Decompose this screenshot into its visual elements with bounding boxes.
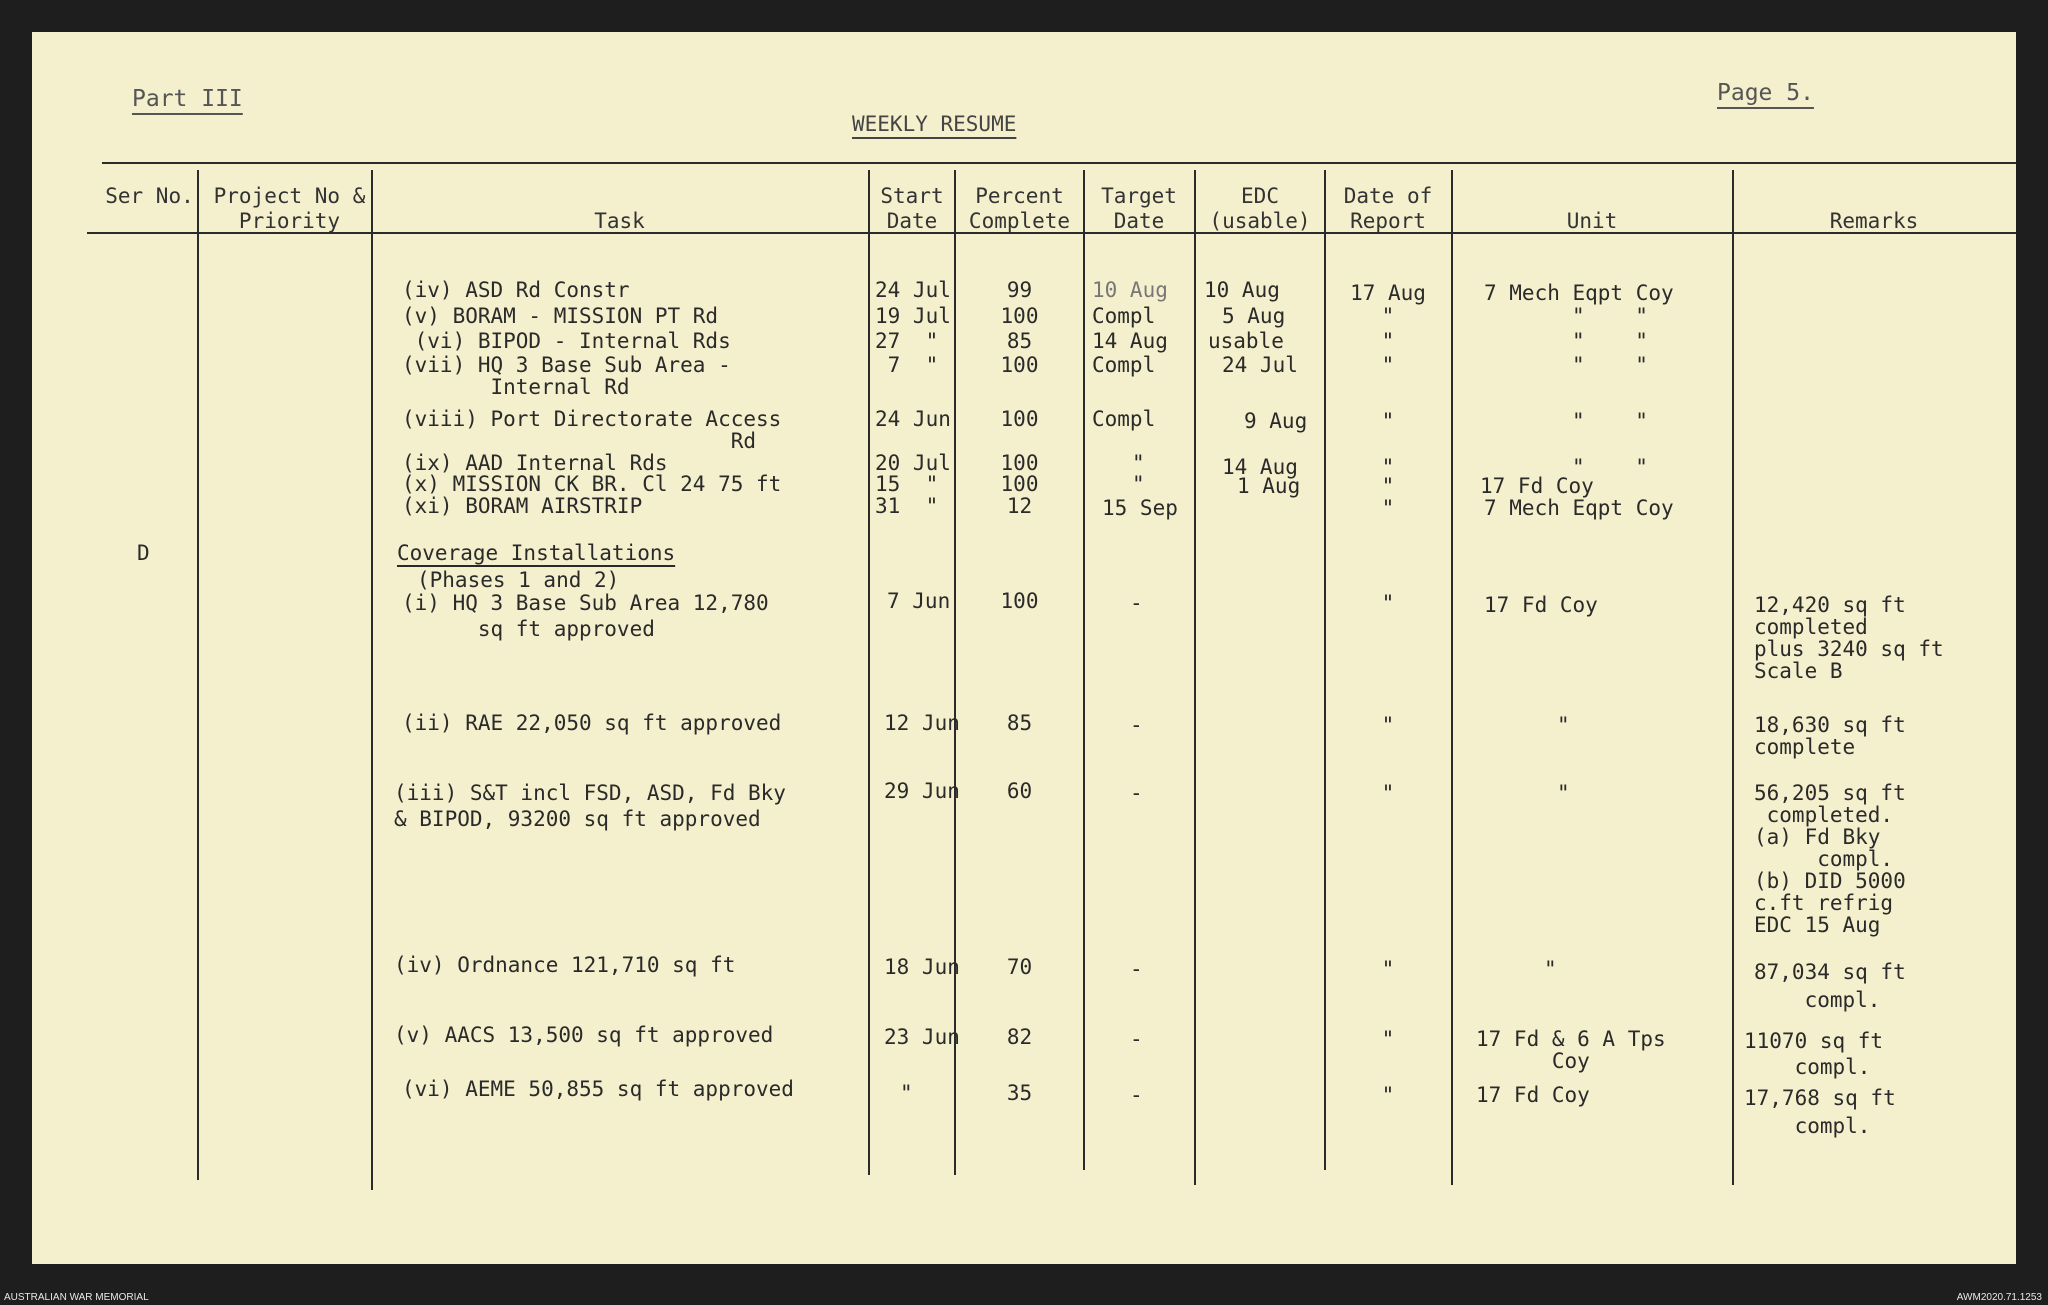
remarks-cell: 17,768 sq ft compl. (1744, 1086, 1896, 1138)
col-header-ser-no: Ser No. (105, 184, 194, 208)
footer-accession-number: AWM2020.71.1253 (1956, 1292, 2042, 1303)
col-header-date-of-report: Date of Report (1343, 184, 1433, 233)
edc-cell: usable (1208, 329, 1284, 353)
start-date-cell: " (900, 1081, 913, 1105)
report-date-cell: " (1381, 474, 1395, 498)
page-number: Page 5. (1717, 80, 1814, 106)
task-cell: (v) AACS 13,500 sq ft approved (394, 1023, 774, 1047)
part-label: Part III (132, 86, 243, 112)
section-ser-no: D (137, 541, 150, 565)
target-date-cell: - (1130, 1083, 1143, 1107)
start-date-cell: 20 Jul (875, 451, 951, 475)
col-header-edc: EDC (usable) (1209, 184, 1311, 233)
document-page (32, 32, 2016, 1264)
report-date-cell: " (1381, 713, 1395, 737)
start-date-cell: 12 Jun (884, 711, 960, 735)
column-divider (371, 170, 373, 1190)
remarks-cell: 18,630 sq ft complete (1754, 713, 1906, 759)
col-header-target-date: Target Date (1101, 184, 1177, 233)
column-divider (1451, 170, 1453, 1185)
start-date-cell: 7 Jun (887, 589, 951, 613)
section-subheading: (Phases 1 and 2) (417, 568, 620, 592)
report-date-cell: " (1381, 957, 1395, 981)
percent-cell: 100 (1000, 472, 1039, 496)
task-cell: (iii) S&T incl FSD, ASD, Fd Bky & BIPOD, 93200 sq ft approved (394, 781, 786, 831)
task-cell: (vi) AEME 50,855 sq ft approved (402, 1077, 794, 1101)
remarks-cell: 11070 sq ft compl. (1744, 1029, 1884, 1079)
edc-cell: 10 Aug (1204, 278, 1280, 302)
percent-cell: 100 (1000, 451, 1039, 475)
section-heading: Coverage Installations (397, 541, 676, 565)
unit-cell: " " (1572, 455, 1648, 479)
unit-cell: 17 Fd Coy (1476, 1083, 1590, 1107)
task-cell: (xi) BORAM AIRSTRIP (402, 494, 643, 518)
target-date-cell: Compl (1092, 407, 1156, 431)
col-header-percent-complete: Percent Complete (968, 184, 1071, 233)
percent-cell: 100 (1000, 353, 1039, 377)
task-cell: (iv) Ordnance 121,710 sq ft (394, 953, 736, 977)
column-divider (868, 170, 870, 1175)
target-date-cell: 10 Aug (1092, 278, 1168, 302)
table-top-rule (102, 162, 2016, 164)
target-date-cell: 14 Aug (1092, 329, 1168, 353)
start-date-cell: 31 " (875, 494, 939, 518)
target-date-cell: - (1130, 957, 1143, 981)
target-date-cell: - (1130, 713, 1143, 737)
unit-cell: 7 Mech Eqpt Coy (1484, 496, 1674, 520)
percent-cell: 35 (1006, 1081, 1033, 1105)
unit-cell: 17 Fd Coy (1480, 474, 1594, 498)
percent-cell: 12 (1006, 494, 1033, 518)
unit-cell: " " (1572, 304, 1648, 328)
percent-cell: 82 (1006, 1025, 1033, 1049)
percent-cell: 99 (1006, 278, 1033, 302)
edc-cell: 5 Aug (1222, 304, 1286, 328)
col-header-remarks: Remarks (1829, 209, 1919, 233)
start-date-cell: 7 " (875, 353, 939, 377)
report-date-cell: " (1381, 1027, 1395, 1051)
remarks-cell: 56,205 sq ft completed. (a) Fd Bky compl. (b) DID 5000 c.ft refrig EDC 15 Aug (1754, 781, 1906, 937)
percent-cell: 100 (1000, 304, 1039, 328)
percent-cell: 100 (1000, 589, 1039, 613)
unit-cell: 17 Fd & 6 A Tps Coy (1476, 1027, 1666, 1073)
start-date-cell: 27 " (875, 329, 939, 353)
edc-cell: 24 Jul (1222, 353, 1298, 377)
task-cell: (ix) AAD Internal Rds (402, 451, 668, 475)
edc-cell: 1 Aug (1237, 474, 1301, 498)
unit-cell: 17 Fd Coy (1484, 593, 1598, 617)
target-date-cell: - (1130, 591, 1143, 615)
col-header-unit: Unit (1566, 209, 1618, 233)
column-divider (1194, 170, 1196, 1185)
unit-cell: " (1544, 957, 1557, 981)
target-date-cell: Compl (1092, 353, 1156, 377)
target-date-cell: " (1132, 451, 1145, 475)
edc-cell: 14 Aug (1222, 455, 1298, 479)
report-date-cell: " (1381, 455, 1395, 479)
col-header-project-no: Project No & Priority (213, 184, 366, 233)
percent-cell: 85 (1006, 329, 1033, 353)
report-date-cell: " (1381, 1083, 1395, 1107)
task-cell: (vii) HQ 3 Base Sub Area - Internal Rd (402, 353, 731, 399)
target-date-cell: " (1132, 472, 1145, 496)
task-cell: (ii) RAE 22,050 sq ft approved (402, 711, 782, 735)
task-cell: (v) BORAM - MISSION PT Rd (402, 304, 719, 328)
column-divider (197, 170, 199, 1180)
start-date-cell: 24 Jun (875, 407, 951, 431)
start-date-cell: 19 Jul (875, 304, 951, 328)
target-date-cell: 15 Sep (1102, 496, 1178, 520)
percent-cell: 60 (1006, 779, 1033, 803)
report-date-cell: " (1381, 409, 1395, 433)
target-date-cell: - (1130, 1027, 1143, 1051)
footer-credit: AUSTRALIAN WAR MEMORIAL (4, 1292, 149, 1303)
task-cell: (viii) Port Directorate Access Rd (402, 407, 782, 453)
percent-cell: 100 (1000, 407, 1039, 431)
report-date-cell: " (1381, 329, 1395, 353)
report-date-cell: " (1381, 781, 1395, 805)
col-header-task: Task (594, 209, 645, 233)
report-date-cell: " (1381, 304, 1395, 328)
unit-cell: " (1557, 713, 1570, 737)
percent-cell: 70 (1006, 955, 1033, 979)
document-title: WEEKLY RESUME (852, 112, 1017, 136)
unit-cell: " " (1572, 353, 1648, 377)
report-date-cell: " (1381, 353, 1395, 377)
task-cell: (vi) BIPOD - Internal Rds (402, 329, 731, 353)
remarks-cell: 12,420 sq ft completed plus 3240 sq ft Scale B (1754, 593, 1944, 683)
unit-cell: " " (1572, 329, 1648, 353)
start-date-cell: 29 Jun (884, 779, 960, 803)
percent-cell: 85 (1006, 711, 1033, 735)
task-cell: (i) HQ 3 Base Sub Area 12,780 sq ft approved (402, 591, 769, 641)
report-date-cell: 17 Aug (1350, 281, 1426, 305)
report-date-cell: " (1381, 591, 1395, 615)
target-date-cell: - (1130, 781, 1143, 805)
col-header-start-date: Start Date (880, 184, 944, 233)
start-date-cell: 15 " (875, 472, 939, 496)
task-cell: (iv) ASD Rd Constr (402, 278, 630, 302)
start-date-cell: 23 Jun (884, 1025, 960, 1049)
report-date-cell: " (1381, 496, 1395, 520)
unit-cell: 7 Mech Eqpt Coy (1484, 281, 1674, 305)
start-date-cell: 24 Jul (875, 278, 951, 302)
target-date-cell: Compl (1092, 304, 1156, 328)
remarks-cell: 87,034 sq ft compl. (1754, 960, 1906, 1012)
edc-cell: 9 Aug (1244, 409, 1308, 433)
column-divider (1732, 170, 1734, 1185)
unit-cell: " " (1572, 409, 1648, 433)
start-date-cell: 18 Jun (884, 955, 960, 979)
unit-cell: " (1557, 781, 1570, 805)
column-divider (1083, 170, 1085, 1170)
task-cell: (x) MISSION CK BR. Cl 24 75 ft (402, 472, 782, 496)
